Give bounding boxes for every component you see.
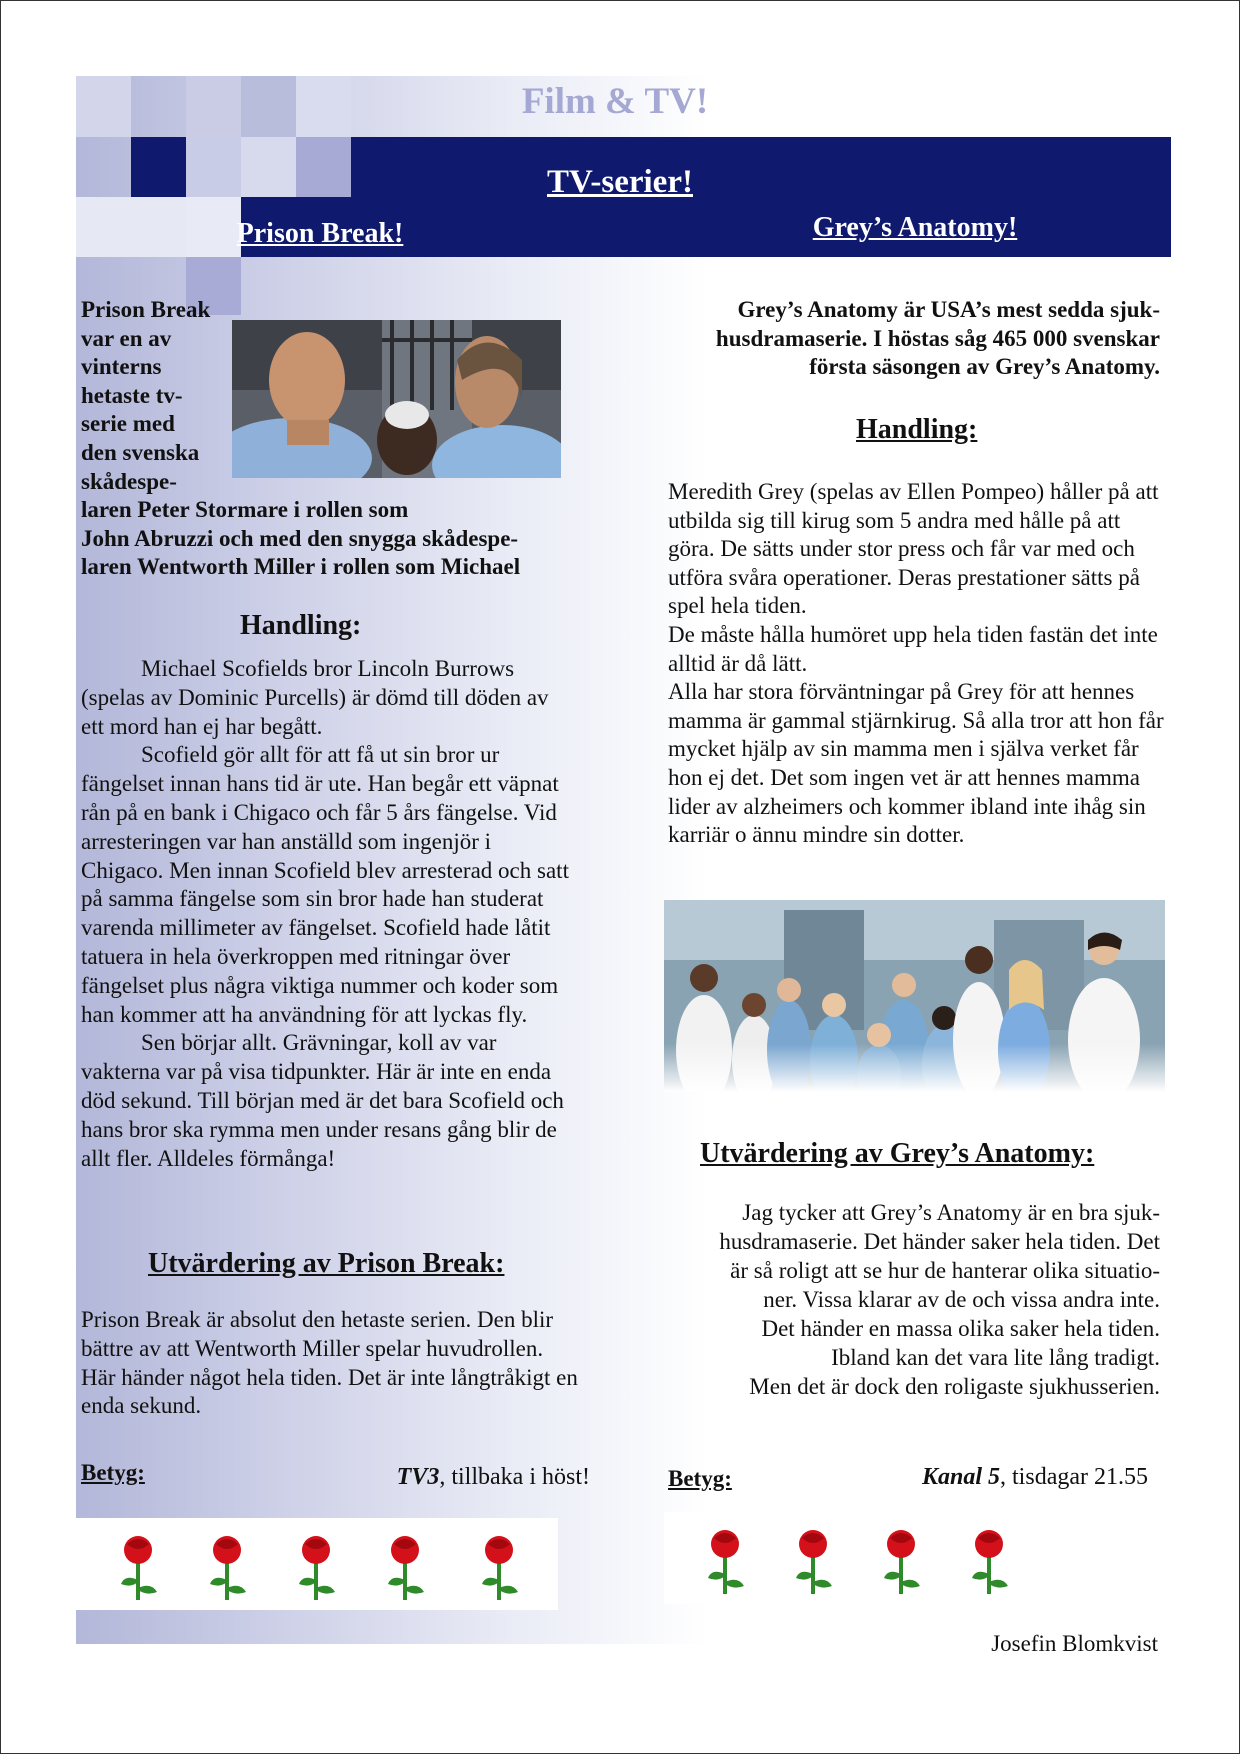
intro-line: var en av <box>81 325 172 351</box>
prison-break-intro-continued <box>81 496 601 582</box>
deco-square <box>131 137 186 197</box>
intro-line: skådespe- <box>81 468 177 494</box>
prison-break-rating-label: Betyg: <box>81 1460 145 1485</box>
deco-square <box>296 137 351 197</box>
prison-break-plot-heading: Handling: <box>240 610 362 641</box>
plot-paragraph: Michael Scofields bror Lincoln Burrows (spelas av Dominic Purcells) är dömd till döden av ett mord han ej har begått. <box>81 656 549 739</box>
channel-info: , tisdagar 21.55 <box>1000 1464 1148 1490</box>
intro-line: John Abruzzi och med den snygga skådespe- <box>81 525 519 551</box>
greys-anatomy-eval-text <box>660 1198 1160 1401</box>
intro-line: vinterns <box>81 354 162 380</box>
prison-break-channel <box>340 1464 590 1491</box>
rose-icon <box>700 1526 750 1598</box>
greys-anatomy-rating-label: Betyg: <box>668 1466 732 1491</box>
prison-break-photo <box>232 320 561 478</box>
rose-icon <box>876 1526 926 1598</box>
deco-square <box>76 76 131 137</box>
greys-anatomy-rating-roses <box>664 1512 1024 1604</box>
plot-paragraph: Alla har stora förväntningar på Grey för att hennes mamma är gammal stjärnkirug. Så alla tror att hon får mycket hjälp av sin mamma men i själva verket får hon ej det. Det som ingen vet är att hennes mamma lider av alzheimers och kommer ibland inte ihåg sin karriär o ännu mindre sin dotter. <box>668 679 1164 848</box>
greys-anatomy-plot <box>668 478 1168 850</box>
rose-icon <box>474 1532 524 1604</box>
prison-break-plot <box>81 655 571 1173</box>
plot-paragraph: De måste hålla humöret upp hela tiden fastän det inte alltid är då lätt. <box>668 621 1158 676</box>
greys-anatomy-plot-heading: Handling: <box>856 414 978 445</box>
rose-icon <box>291 1532 341 1604</box>
eval-line: Jag tycker att Grey’s Anatomy är en bra sjuk- <box>742 1200 1160 1225</box>
intro-line: första säsongen av Grey’s Anatomy. <box>809 354 1160 380</box>
eval-line: Ibland kan det vara lite lång tradigt. <box>831 1345 1160 1370</box>
greys-anatomy-channel <box>860 1464 1148 1491</box>
channel-info: , tillbaka i höst! <box>439 1464 590 1490</box>
greys-anatomy-photo-image <box>664 900 1165 1092</box>
tv-series-heading: TV-serier! <box>547 164 693 200</box>
rose-icon <box>113 1532 163 1604</box>
prison-break-rating-roses <box>76 1518 558 1610</box>
greys-anatomy-photo <box>664 900 1165 1092</box>
deco-square <box>241 76 296 137</box>
deco-square <box>186 76 241 137</box>
plot-paragraph: Meredith Grey (spelas av Ellen Pompeo) håller på att utbilda sig till kirug som 5 andra med hålle på att göra. De sätts under stor press och får var med och utföra svåra operationer. Deras prestationer sätts på spel hela tiden. <box>668 479 1159 619</box>
greys-anatomy-title: Grey’s Anatomy! <box>812 212 1018 243</box>
intro-line: hetaste tv- <box>81 382 183 408</box>
intro-line: serie med <box>81 411 175 437</box>
film-tv-title: Film & TV! <box>521 81 709 122</box>
eval-line: husdramaserie. Det händer saker hela tiden. Det <box>719 1229 1160 1254</box>
prison-break-eval-heading: Utvärdering av Prison Break: <box>148 1248 505 1279</box>
plot-paragraph: Scofield gör allt för att få ut sin bror ur fängelset innan hans tid är ute. Han begår ett väpnat rån på en bank i Chigaco och får 5 års fängelse. Vid arresteringen var han anställd som ingenjör i Chigaco. Men innan Scofield blev arresterad och satt på samma fängelse som sin bror hade han studerat varenda millimeter av fängelset. Scofield hade låtit tatuera in hela överkroppen med ritningar över fängelset plus några viktiga nummer och koder som han kommer att ha användning för att lyckas fly. <box>81 742 569 1027</box>
plot-paragraph: Sen börjar allt. Grävningar, koll av var vakterna var på visa tidpunkter. Här är inte en enda död sekund. Till början med är det bara Scofield och hans bror ska rymma men under resans gång blir de allt fler. Alldeles förmånga! <box>81 1030 564 1171</box>
rose-icon <box>964 1526 1014 1598</box>
eval-line: är så roligt att se hur de hanterar olika situatio- <box>730 1258 1160 1283</box>
eval-line: ner. Vissa klarar av de och vissa andra inte. <box>763 1287 1160 1312</box>
eval-line: Men det är dock den roligaste sjukhusserien. <box>749 1374 1160 1399</box>
rose-icon <box>380 1532 430 1604</box>
channel-name: Kanal 5 <box>921 1464 1001 1490</box>
greys-anatomy-eval-heading: Utvärdering av Grey’s Anatomy: <box>700 1138 1095 1169</box>
eval-line: Det händer en massa olika saker hela tiden. <box>761 1316 1160 1341</box>
deco-square <box>241 137 296 197</box>
rose-icon <box>202 1532 252 1604</box>
greys-anatomy-intro <box>660 296 1160 382</box>
intro-line: laren Peter Stormare i rollen som <box>81 497 409 522</box>
intro-line: Prison Break <box>81 297 211 322</box>
deco-square <box>296 76 351 137</box>
intro-line: Grey’s Anatomy är USA’s mest sedda sjuk- <box>737 297 1160 322</box>
intro-line: den svenska <box>81 439 200 465</box>
intro-line: husdramaserie. I höstas såg 465 000 svenskar <box>715 325 1160 351</box>
channel-name: TV3 <box>396 1464 440 1490</box>
deco-square <box>186 137 241 197</box>
deco-square <box>76 197 186 257</box>
rose-icon <box>788 1526 838 1598</box>
prison-break-photo-image <box>232 320 561 478</box>
intro-line: laren Wentworth Miller i rollen som Michael <box>81 554 521 580</box>
author-name: Josefin Blomkvist <box>991 1631 1158 1656</box>
prison-break-title: Prison Break! <box>236 218 404 249</box>
prison-break-eval-text: Prison Break är absolut den hetaste serien. Den blir bättre av att Wentworth Miller spelar huvudrollen. Här händer något hela tiden. Det är inte långtråkigt en enda sekund. <box>81 1307 578 1419</box>
